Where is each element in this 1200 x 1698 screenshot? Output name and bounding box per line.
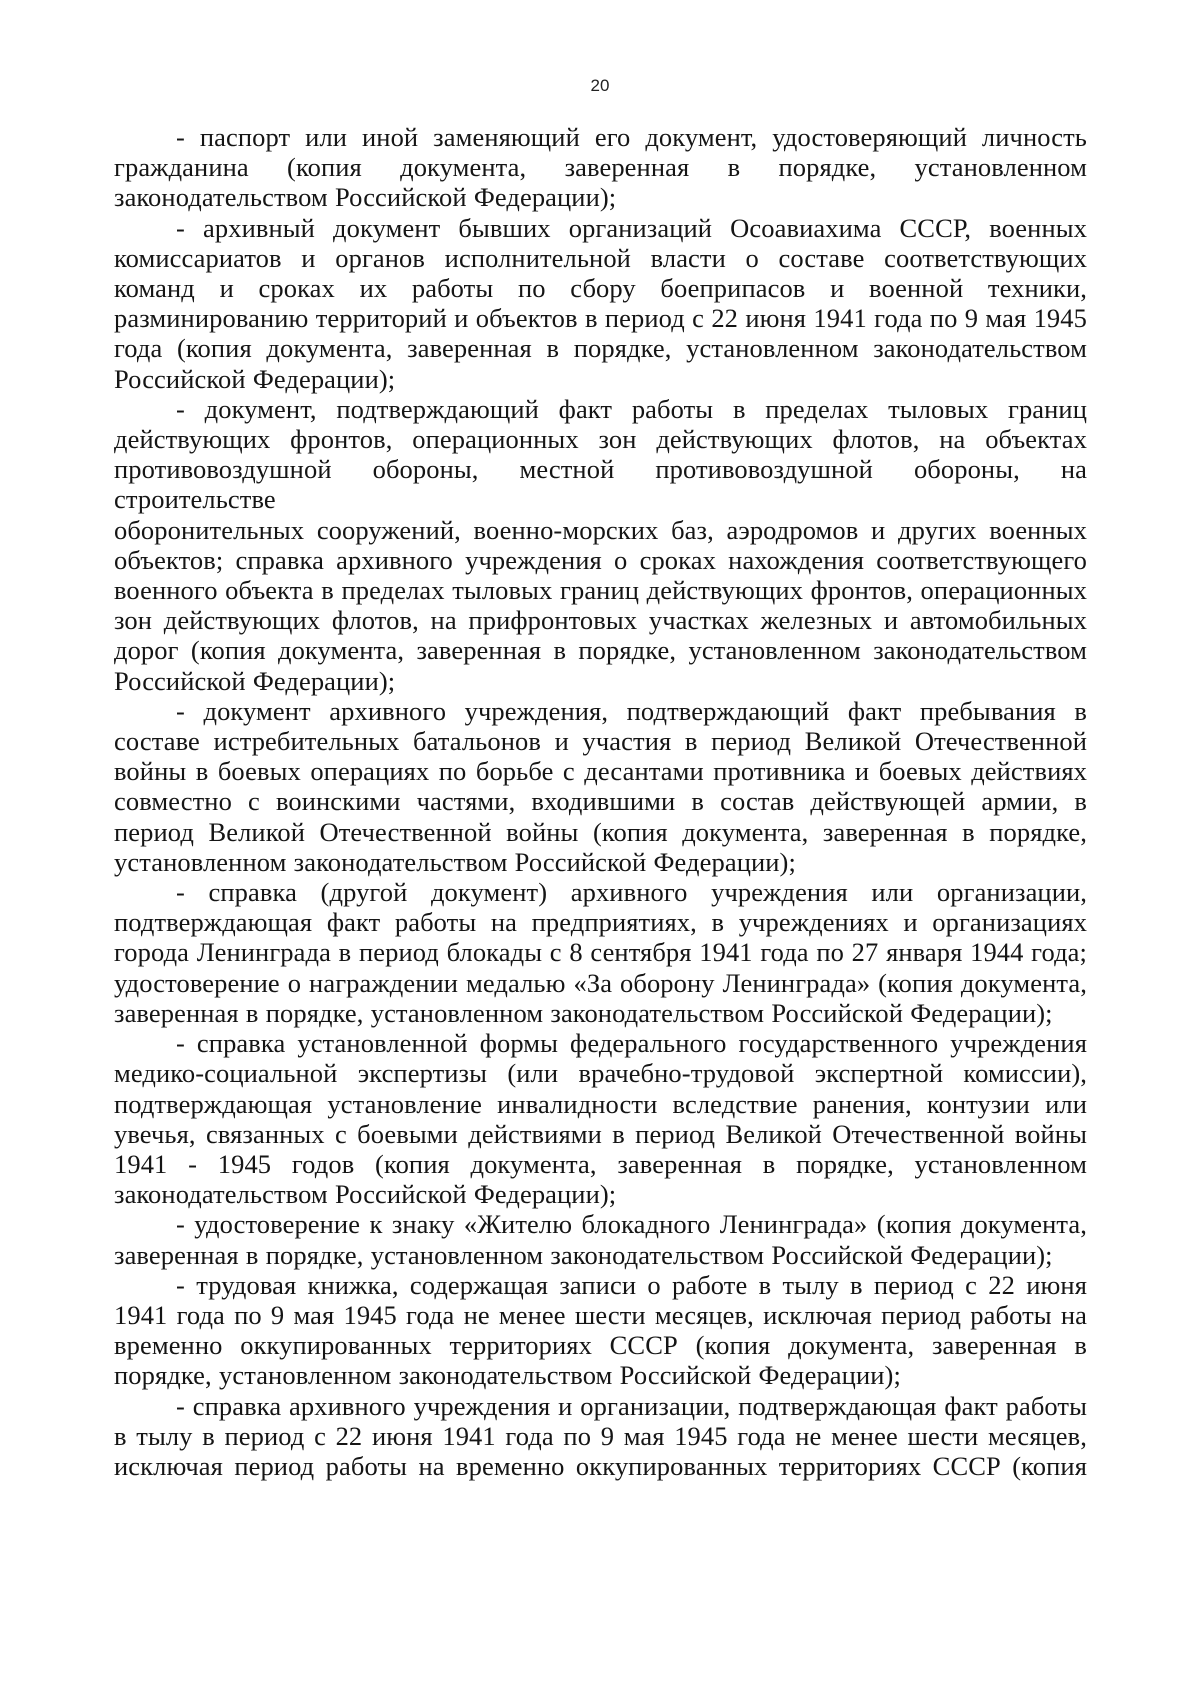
- paragraph-line: - справка установленной формы федерального государственного учреждения: [176, 1028, 1087, 1059]
- paragraph-line: подтверждающая установление инвалидности вследствие ранения, контузии или: [114, 1088, 1087, 1119]
- paragraph-line: увечья, связанных с боевыми действиями в период Великой Отечественной войны: [114, 1118, 1087, 1149]
- paragraph-line: удостоверение о награждении медалью «За оборону Ленинграда» (копия документа,: [114, 967, 1087, 998]
- paragraph-line: - архивный документ бывших организаций Осоавиахима СССР, военных: [176, 212, 1087, 243]
- paragraph-line: медико-социальной экспертизы (или врачебно-трудовой экспертной комиссии),: [114, 1058, 1087, 1089]
- paragraph-line: Российской Федерации);: [114, 363, 396, 394]
- document-paragraph: [114, 1270, 1087, 1391]
- paragraph-line: - удостоверение к знаку «Жителю блокадного Ленинграда» (копия документа,: [176, 1209, 1087, 1240]
- paragraph-line: команд и сроках их работы по сбору боеприпасов и военной техники,: [114, 273, 1087, 304]
- paragraph-line: 1941 года по 9 мая 1945 года не менее шести месяцев, исключая период работы на: [114, 1299, 1087, 1330]
- paragraph-line: - справка (другой документ) архивного учреждения или организации,: [176, 877, 1087, 908]
- document-paragraph: [114, 1028, 1087, 1209]
- paragraph-line: - трудовая книжка, содержащая записи о работе в тылу в период с 22 июня: [176, 1269, 1087, 1300]
- paragraph-line: исключая период работы на временно оккупированных территориях СССР (копия: [114, 1450, 1087, 1481]
- paragraph-line: оборонительных сооружений, военно-морских баз, аэродромов и других военных: [114, 514, 1087, 545]
- paragraph-line: период Великой Отечественной войны (копия документа, заверенная в порядке,: [114, 816, 1087, 847]
- paragraph-line: заверенная в порядке, установленном законодательством Российской Федерации);: [114, 997, 1053, 1028]
- document-body: [114, 122, 1087, 1481]
- paragraph-line: в тылу в период с 22 июня 1941 года по 9 мая 1945 года не менее шести месяцев,: [114, 1420, 1087, 1451]
- paragraph-line: дорог (копия документа, заверенная в порядке, установленном законодательством: [114, 635, 1087, 666]
- paragraph-line: заверенная в порядке, установленном законодательством Российской Федерации);: [114, 1239, 1053, 1270]
- paragraph-line: законодательством Российской Федерации);: [114, 1179, 617, 1210]
- paragraph-line: временно оккупированных территориях СССР (копия документа, заверенная в: [114, 1330, 1087, 1361]
- paragraph-line: войны в боевых операциях по борьбе с десантами противника и боевых действиях: [114, 756, 1087, 787]
- document-paragraph: [114, 1209, 1087, 1269]
- paragraph-line: порядке, установленном законодательством Российской Федерации);: [114, 1360, 901, 1391]
- page-number: 20: [590, 76, 610, 95]
- document-paragraph: [114, 122, 1087, 213]
- paragraph-line: комиссариатов и органов исполнительной власти о составе соответствующих: [114, 242, 1087, 273]
- paragraph-line: города Ленинграда в период блокады с 8 сентября 1941 года по 27 января 1944 года;: [114, 937, 1087, 968]
- paragraph-line: противовоздушной обороны, местной противовоздушной обороны, на строительстве: [114, 454, 1087, 515]
- paragraph-line: года (копия документа, заверенная в порядке, установленном законодательством: [114, 333, 1087, 364]
- paragraph-line: - документ, подтверждающий факт работы в пределах тыловых границ: [176, 393, 1087, 424]
- paragraph-line: объектов; справка архивного учреждения о сроках нахождения соответствующего: [114, 544, 1087, 575]
- paragraph-line: составе истребительных батальонов и участия в период Великой Отечественной: [114, 726, 1087, 757]
- paragraph-line: установленном законодательством Российской Федерации);: [114, 846, 796, 877]
- document-paragraph: [114, 213, 1087, 394]
- paragraph-line: действующих фронтов, операционных зон действующих флотов, на объектах: [114, 424, 1087, 455]
- paragraph-line: военного объекта в пределах тыловых границ действующих фронтов, операционных: [114, 575, 1087, 606]
- paragraph-line: Российской Федерации);: [114, 665, 396, 696]
- document-paragraph: [114, 394, 1087, 696]
- paragraph-line: гражданина (копия документа, заверенная в порядке, установленном: [114, 152, 1087, 183]
- document-paragraph: [114, 696, 1087, 877]
- paragraph-line: 1941 - 1945 годов (копия документа, заверенная в порядке, установленном: [114, 1148, 1087, 1179]
- paragraph-line: подтверждающая факт работы на предприятиях, в учреждениях и организациях: [114, 907, 1087, 938]
- document-paragraph: [114, 1391, 1087, 1482]
- document-paragraph: [114, 877, 1087, 1028]
- paragraph-line: совместно с воинскими частями, входившими в состав действующей армии, в: [114, 786, 1087, 817]
- paragraph-line: разминированию территорий и объектов в период с 22 июня 1941 года по 9 мая 1945: [114, 303, 1087, 334]
- paragraph-line: законодательством Российской Федерации);: [114, 182, 617, 213]
- paragraph-line: - документ архивного учреждения, подтверждающий факт пребывания в: [176, 695, 1087, 726]
- paragraph-line: - паспорт или иной заменяющий его документ, удостоверяющий личность: [176, 122, 1087, 152]
- paragraph-line: зон действующих флотов, на прифронтовых участках железных и автомобильных: [114, 605, 1087, 636]
- paragraph-line: - справка архивного учреждения и организации, подтверждающая факт работы: [176, 1390, 1087, 1421]
